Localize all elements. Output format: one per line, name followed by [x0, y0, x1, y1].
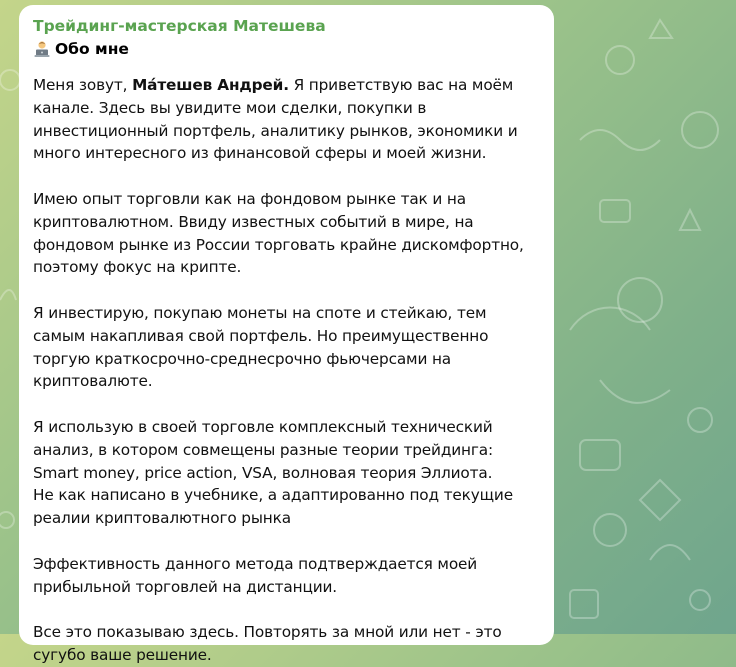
- post-title-text: Обо мне: [55, 40, 129, 58]
- post-title: [33, 38, 540, 60]
- intro-prefix: Меня зовут,: [33, 76, 133, 94]
- post-paragraph-closing: Все это показываю здесь. Повторять за мной или нет - это сугубо ваше решение.: [33, 623, 502, 664]
- person-at-laptop-icon: [33, 40, 51, 58]
- intro-suffix: Я приветствую вас на моём канале. Здесь вы увидите мои сделки, покупки в инвестиционный портфель, аналитику рынков, экономики и много интересного из финансовой сферы и моей жизни.: [33, 76, 518, 163]
- message-bubble: [19, 5, 554, 664]
- post-paragraph-intro: [33, 74, 540, 165]
- post-paragraph-investing: Я инвестирую, покупаю монеты на споте и стейкаю, тем самым накапливая свой портфель. Но преимущественно торгую краткосрочно-среднесрочно фьючерсами на криптовалюте.: [33, 303, 489, 391]
- author-name: Ма́тешев Андрей.: [132, 76, 289, 94]
- post-paragraph-experience: Имею опыт торговли как на фондовом рынке так и на криптовалютном. Ввиду известных событий в мире, на фондовом рынке из России торговать крайне дискомфортно, поэтому фокус на крипте.: [33, 189, 524, 277]
- post-paragraph-analysis: [33, 416, 540, 530]
- analysis-line-2: Не как написано в учебнике, а адаптированно под текущие реалии криптовалютного рынка: [33, 486, 513, 528]
- channel-name[interactable]: Трейдинг-мастерская Матешева: [33, 17, 326, 35]
- analysis-line-1: Я использую в своей торговле комплексный технический анализ, в котором совмещены разные теории трейдинга: Smart money, price action, VSA, волновая теория Эллиота.: [33, 417, 494, 482]
- post-paragraph-efficiency: Эффективность данного метода подтверждается моей прибыльной торговлей на дистанции.: [33, 554, 478, 596]
